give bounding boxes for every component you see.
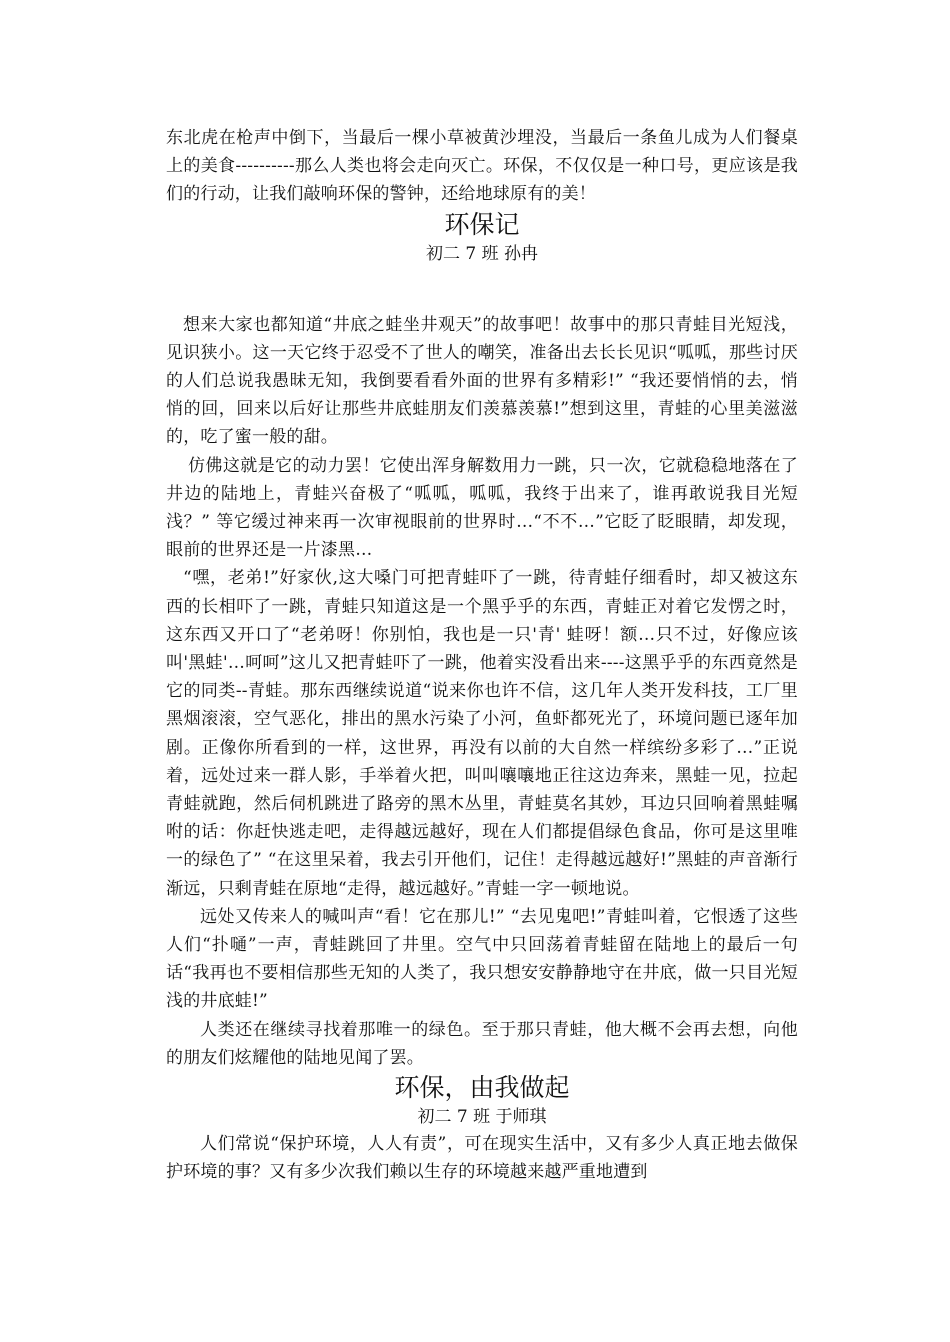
essay1-paragraph-4: 远处又传来人的喊叫声“看！它在那儿!” “去见鬼吧!”青蛙叫着，它恨透了这些人们“扑嗵”一声，青蛙跳回了井里。空气中只回荡着青蛙留在陆地上的最后一句话“我再也不要相信那些无知的人类了，我只想安安静静地守在井底，做一只目光短浅的井底蛙!”: [166, 906, 798, 1012]
document-page: [166, 124, 798, 1187]
essay1-paragraph-3: “嘿，老弟!”好家伙,这大嗓门可把青蛙吓了一跳，待青蛙仔细看时，却又被这东西的长相吓了一跳，青蛙只知道这是一个黑乎乎的东西，青蛙正对着它发愣之时，这东西又开口了“老弟呀！你别怕，我也是一只'青' 蛙呀！额…只不过，好像应该叫'黑蛙'…呵呵”这儿又把青蛙吓了一跳，他着实没看出来----这黑乎乎的东西竟然是它的同类--青蛙。那东西继续说道“说来你也许不信，这几年人类开发科技，工厂里黑烟滚滚，空气恶化，排出的黑水污染了小河，鱼虾都死光了，环境问题已逐年加剧。正像你所看到的一样，这世界，再没有以前的大自然一样缤纷多彩了…”正说着，远处过来一群人影，手举着火把，叫叫嚷嚷地正往这边奔来，黑蛙一见，拉起青蛙就跑，然后伺机跳进了路旁的黑木丛里，青蛙莫名其妙，耳边只回响着黑蛙嘱咐的话：你赶快逃走吧，走得越远越好，现在人们都提倡绿色食品，你可是这里唯一的绿色了” “在这里呆着，我去引开他们，记住！走得越远越好!”黑蛙的声音渐行渐远，只剩青蛙在原地“走得，越远越好。”青蛙一字一顿地说。: [166, 568, 798, 899]
essay1-author: 初二 7 班 孙冉: [425, 243, 539, 264]
essay1-paragraph-1: 想来大家也都知道“井底之蛙坐井观天”的故事吧！故事中的那只青蛙目光短浅，见识狭小。这一天它终于忍受不了世人的嘲笑，准备出去长长见识“呱呱，那些讨厌的人们总说我愚昧无知，我倒要看看外面的世界有多精彩!” “我还要悄悄的去，悄悄的回，回来以后好让那些井底蛙朋友们羡慕羡慕!”想到这里，青蛙的心里美滋滋的，吃了蜜一般的甜。: [166, 314, 798, 448]
essay1-paragraph-5: 人类还在继续寻找着那唯一的绿色。至于那只青蛙，他大概不会再去想，向他的朋友们炫耀他的陆地见闻了罢。: [166, 1019, 798, 1068]
essay1-title: 环保记: [444, 209, 520, 239]
essay1-paragraph-2: 仿佛这就是它的动力罢！它使出浑身解数用力一跳，只一次，它就稳稳地落在了井边的陆地上，青蛙兴奋极了“呱呱，呱呱，我终于出来了，谁再敢说我目光短浅？” 等它缓过神来再一次审视眼前的世界时…“不不…”它眨了眨眼睛，却发现，眼前的世界还是一片漆黑…: [166, 455, 798, 561]
essay2-author: 初二 7 班 于师琪: [417, 1107, 547, 1128]
essay2-paragraph-1: 人们常说“保护环境，人人有责”，可在现实生活中，又有多少人真正地去做保护环境的事？又有多少次我们赖以生存的环境越来越严重地遭到: [166, 1134, 798, 1183]
essay2-title: 环保，由我做起: [394, 1073, 570, 1103]
spacer: [166, 267, 798, 311]
intro-paragraph: 东北虎在枪声中倒下，当最后一棵小草被黄沙埋没，当最后一条鱼儿成为人们餐桌上的美食----------那么人类也将会走向灭亡。环保，不仅仅是一种口号，更应该是我们的行动，让我们敲响环保的警钟，还给地球原有的美！: [166, 128, 798, 205]
